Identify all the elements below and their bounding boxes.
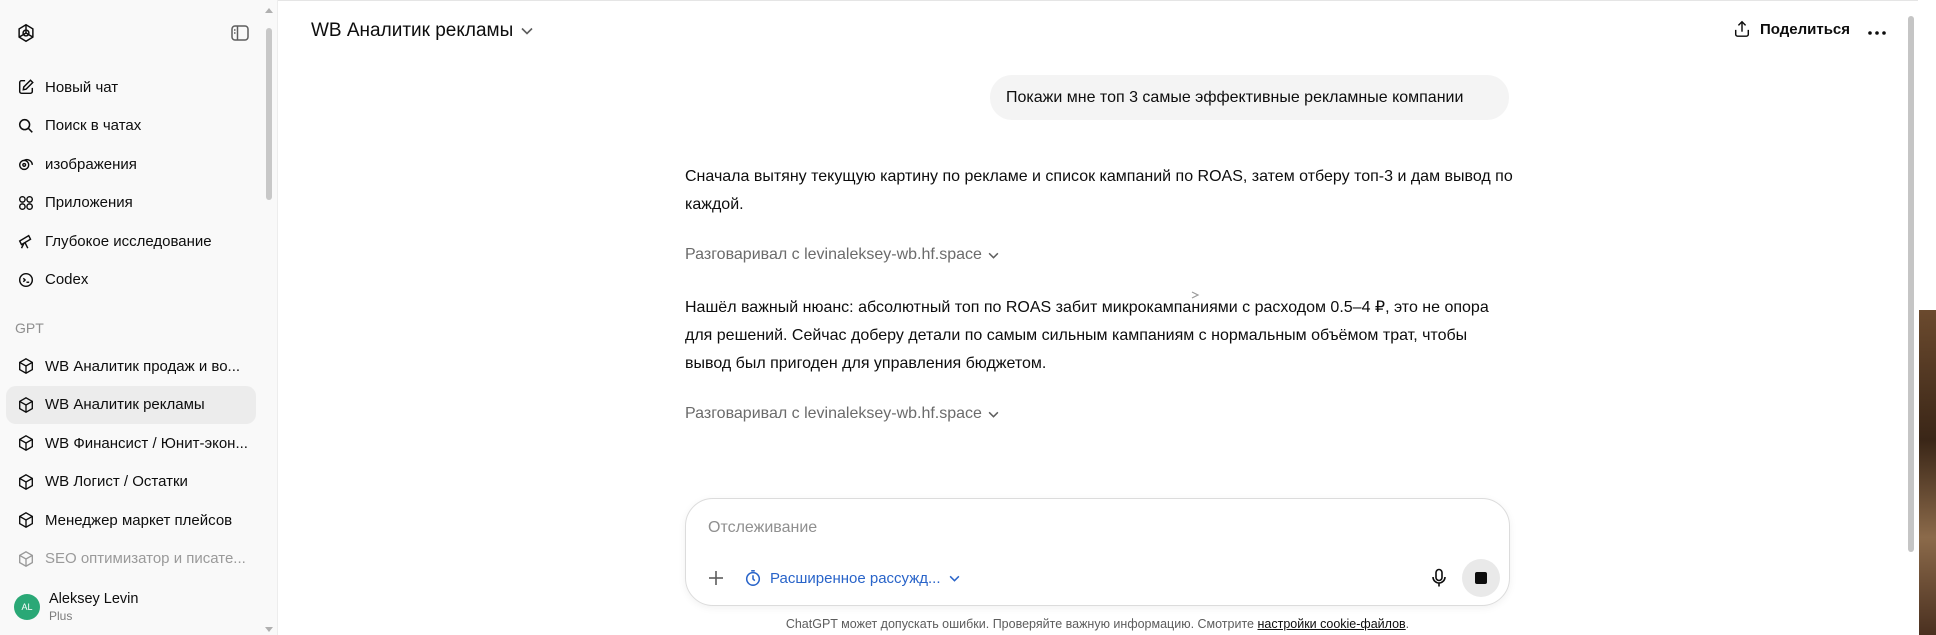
disclaimer bbox=[685, 617, 1510, 631]
sidebar-item-gpt[interactable] bbox=[6, 501, 256, 540]
header-divider bbox=[278, 0, 1918, 4]
share-label: Поделиться bbox=[1760, 20, 1851, 38]
chevron-down-icon bbox=[521, 27, 533, 35]
sidebar-scroll-thumb[interactable] bbox=[266, 28, 272, 200]
images-icon bbox=[16, 154, 36, 174]
gpt-selector[interactable] bbox=[311, 20, 533, 42]
gpt-section-label: GPT bbox=[15, 320, 44, 336]
sidebar-item-codex[interactable] bbox=[6, 261, 256, 300]
microphone-icon[interactable] bbox=[1426, 565, 1452, 591]
desktop-edge bbox=[1918, 0, 1936, 635]
apps-icon bbox=[16, 193, 36, 213]
cube-icon bbox=[16, 356, 36, 376]
share-button[interactable] bbox=[1733, 20, 1850, 38]
edit-icon bbox=[16, 77, 36, 97]
sidebar-item-gpt[interactable] bbox=[6, 463, 256, 502]
sidebar-item-label: WB Аналитик рекламы bbox=[45, 396, 205, 414]
assistant-message: Нашёл важный нюанс: абсолютный топ по ROAS забит микрокампаниями с расходом 0.5–4 ₽, это не опора для решений. Сейчас доберу детали по самым сильным кампаниям с нормальным объёмом трат, чтобы вывод был пригоден для управления бюджетом. bbox=[685, 299, 1489, 372]
sidebar-toggle-icon[interactable] bbox=[229, 22, 251, 44]
sidebar-item-gpt[interactable] bbox=[6, 540, 256, 579]
stop-button[interactable] bbox=[1462, 559, 1500, 597]
tool-call-label: Разговаривал с levinaleksey-wb.hf.space bbox=[685, 405, 982, 422]
more-options-icon[interactable] bbox=[1866, 22, 1888, 44]
cookie-settings-link[interactable]: настройки cookie-файлов bbox=[1257, 617, 1406, 631]
background-window-strip bbox=[1919, 310, 1936, 635]
search-icon bbox=[16, 116, 36, 136]
telescope-icon bbox=[16, 231, 36, 251]
user-info bbox=[49, 591, 138, 623]
disclaimer-end: . bbox=[1405, 617, 1410, 631]
sidebar-item-label: изображения bbox=[45, 155, 137, 173]
chevron-down-icon bbox=[988, 411, 999, 418]
sidebar-item-label: WB Финансист / Юнит-экон... bbox=[45, 434, 248, 452]
scroll-down-arrow-icon[interactable] bbox=[265, 627, 273, 632]
sidebar-item-search[interactable] bbox=[6, 107, 256, 146]
composer bbox=[685, 498, 1510, 606]
share-icon bbox=[1733, 20, 1751, 38]
sidebar-item-apps[interactable] bbox=[6, 184, 256, 223]
user-message: Покажи мне топ 3 самые эффективные рекламные компании bbox=[990, 75, 1509, 120]
user-profile[interactable] bbox=[0, 582, 276, 632]
sidebar-item-images[interactable] bbox=[6, 145, 256, 184]
tool-call-toggle[interactable] bbox=[685, 405, 999, 423]
page-title: WB Аналитик рекламы bbox=[311, 20, 514, 41]
assistant-message: Сначала вытяну текущую картину по рекламе и список кампаний по ROAS, затем отберу топ-3 и дам вывод по каждой. bbox=[685, 168, 1513, 213]
sidebar-item-label: Codex bbox=[45, 271, 89, 289]
cube-icon bbox=[16, 510, 36, 530]
stop-icon bbox=[1475, 572, 1487, 584]
chatgpt-logo-icon[interactable] bbox=[14, 21, 38, 45]
message-input[interactable] bbox=[708, 519, 1468, 537]
sidebar-item-new-chat[interactable] bbox=[6, 68, 256, 107]
reasoning-mode-button[interactable] bbox=[744, 565, 960, 591]
cube-icon bbox=[16, 395, 36, 415]
plus-icon[interactable] bbox=[704, 566, 728, 590]
sidebar-item-gpt-active[interactable] bbox=[6, 386, 256, 425]
sidebar-nav bbox=[6, 68, 256, 299]
cube-icon bbox=[16, 433, 36, 453]
main-scrollbar[interactable] bbox=[1906, 6, 1916, 631]
sidebar-item-label: Новый чат bbox=[45, 78, 119, 96]
codex-icon bbox=[16, 270, 36, 290]
sidebar bbox=[0, 0, 278, 635]
avatar: AL bbox=[14, 594, 40, 620]
sidebar-item-deep-research[interactable] bbox=[6, 222, 256, 261]
sidebar-item-gpt[interactable] bbox=[6, 347, 256, 386]
user-plan: Plus bbox=[49, 609, 73, 623]
sidebar-item-label: Приложения bbox=[45, 194, 133, 212]
main-scroll-thumb[interactable] bbox=[1908, 16, 1914, 552]
scroll-up-arrow-icon[interactable] bbox=[265, 8, 273, 13]
timer-icon bbox=[744, 569, 762, 587]
chevron-down-icon bbox=[949, 575, 960, 582]
sidebar-item-label: WB Логист / Остатки bbox=[45, 473, 188, 491]
user-name: Aleksey Levin bbox=[49, 591, 139, 607]
sidebar-top bbox=[14, 18, 251, 48]
cube-icon bbox=[16, 549, 36, 569]
tool-call-label: Разговаривал с levinaleksey-wb.hf.space bbox=[685, 246, 982, 263]
chevron-down-icon bbox=[988, 252, 999, 259]
sidebar-item-label: WB Аналитик продаж и во... bbox=[45, 357, 241, 375]
mouse-cursor-icon bbox=[1190, 290, 1200, 303]
sidebar-scrollbar[interactable] bbox=[265, 8, 273, 632]
gpt-list bbox=[6, 347, 256, 578]
sidebar-item-label: Глубокое исследование bbox=[45, 232, 212, 250]
sidebar-item-label: Менеджер маркет плейсов bbox=[45, 511, 233, 529]
sidebar-item-label: Поиск в чатах bbox=[45, 117, 142, 135]
sidebar-item-label: SEO оптимизатор и писате... bbox=[45, 550, 246, 568]
reasoning-mode-label: Расширенное рассужд... bbox=[770, 569, 941, 587]
sidebar-item-gpt[interactable] bbox=[6, 424, 256, 463]
tool-call-toggle[interactable] bbox=[685, 246, 999, 264]
cube-icon bbox=[16, 472, 36, 492]
disclaimer-text: ChatGPT может допускать ошибки. Проверяйте важную информацию. Смотрите bbox=[785, 617, 1258, 631]
